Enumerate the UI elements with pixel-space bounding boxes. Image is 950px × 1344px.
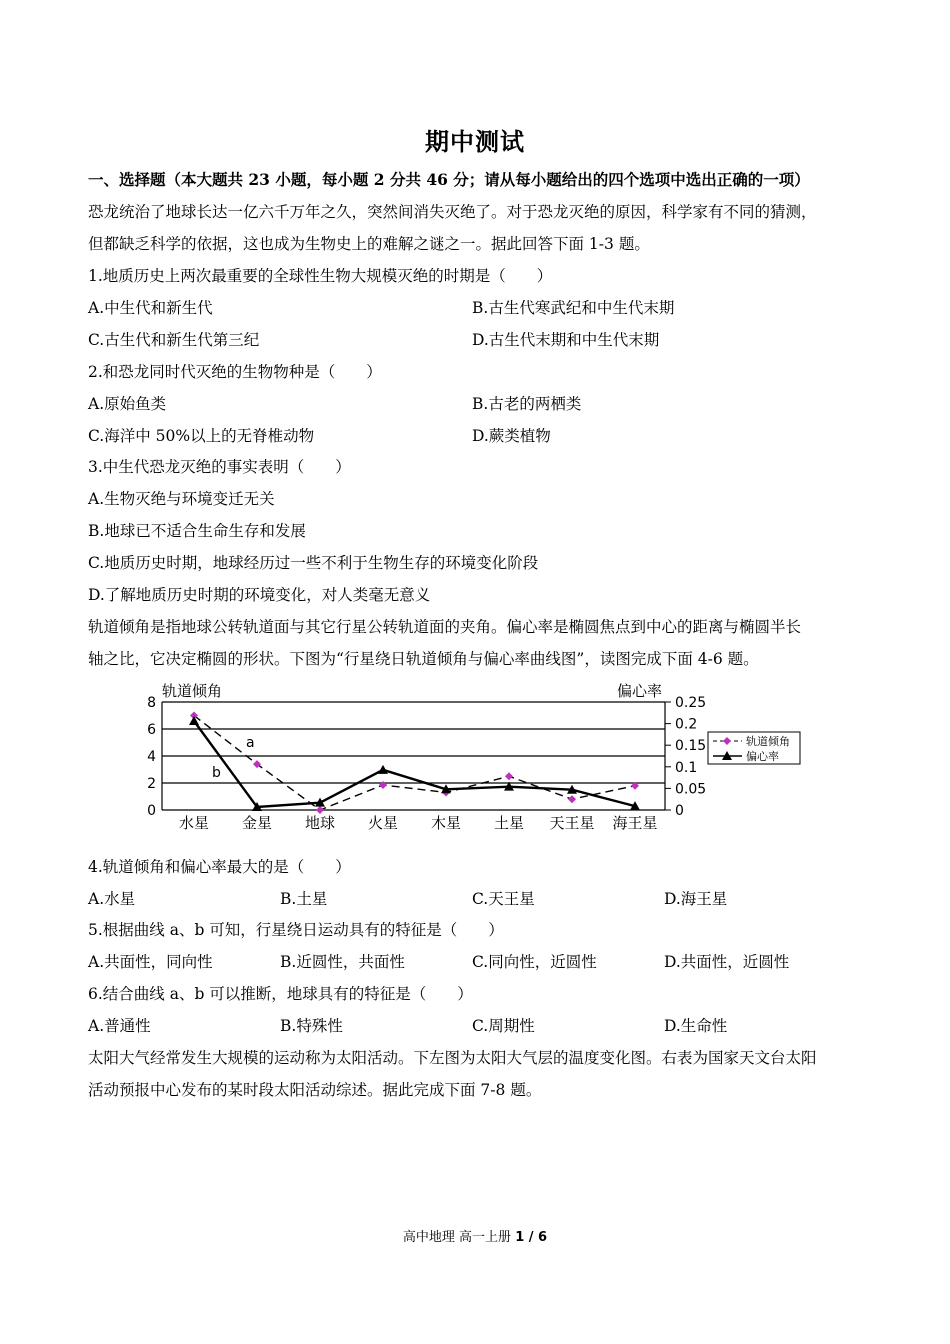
x-tick-label: 地球 — [304, 814, 336, 832]
q4-option-b: B.土星 — [280, 890, 328, 908]
q6-option-c: C.周期性 — [472, 1017, 535, 1035]
y-tick-right: 0.1 — [675, 759, 698, 776]
orbit-chart — [140, 682, 840, 842]
q1-option-c: C.古生代和新生代第三纪 — [88, 331, 260, 349]
x-tick-label: 金星 — [241, 814, 273, 832]
passage-3-line-1: 太阳大气经常发生大规模的运动称为太阳活动。下左图为太阳大气层的温度变化图。右表为国家天文台太阳 — [88, 1049, 817, 1067]
question-5: 5.根据曲线 a、b 可知，行星绕日运动具有的特征是（ ） — [88, 921, 504, 939]
page-footer — [0, 1226, 950, 1245]
footer-label: 高中地理 高一上册 — [402, 1230, 512, 1245]
data-point-inclination — [379, 781, 387, 789]
question-6: 6.结合曲线 a、b 可以推断，地球具有的特征是（ ） — [88, 985, 473, 1003]
y-tick-left: 0 — [147, 803, 156, 819]
q6-option-b: B.特殊性 — [280, 1017, 343, 1035]
page-number: 1 / 6 — [515, 1230, 548, 1245]
legend-label-a: 轨道倾角 — [746, 735, 790, 748]
q3-option-a: A.生物灭绝与环境变迁无关 — [88, 490, 275, 508]
q3-option-b: B.地球已不适合生命生存和发展 — [88, 522, 306, 540]
passage-2-line-1: 轨道倾角是指地球公转轨道面与其它行星公转轨道面的夹角。偏心率是椭圆焦点到中心的距离与椭圆半长 — [88, 618, 802, 636]
data-point-inclination — [316, 806, 324, 814]
y-tick-left: 6 — [147, 722, 156, 738]
curve-label-b: b — [212, 765, 221, 781]
y-tick-right: 0.05 — [675, 781, 707, 798]
passage-2-line-2: 轴之比，它决定椭圆的形状。下图为“行星绕日轨道倾角与偏心率曲线图”，读图完成下面 4-6 题。 — [88, 650, 759, 668]
x-tick-label: 火星 — [367, 814, 399, 832]
x-tick-label: 水星 — [178, 814, 210, 832]
q5-option-c: C.同向性，近圆性 — [472, 953, 597, 971]
data-point-eccentricity — [378, 765, 388, 774]
question-3: 3.中生代恐龙灭绝的事实表明（ ） — [88, 458, 351, 476]
x-tick-label: 土星 — [493, 814, 525, 832]
data-point-inclination — [568, 795, 576, 803]
y-tick-left: 8 — [147, 695, 156, 711]
q5-option-b: B.近圆性，共面性 — [280, 953, 405, 971]
y-tick-left: 2 — [147, 776, 156, 792]
y-tick-right: 0.2 — [675, 716, 698, 733]
q1-option-d: D.古生代末期和中生代末期 — [472, 331, 660, 349]
section-heading: 一、选择题（本大题共 23 小题，每小题 2 分共 46 分；请从每小题给出的四个选项中选出正确的一项） — [88, 170, 810, 189]
q5-option-d: D.共面性，近圆性 — [664, 953, 790, 971]
x-tick-label: 木星 — [430, 814, 462, 832]
curve-label-a: a — [246, 735, 255, 751]
q6-option-a: A.普通性 — [88, 1017, 151, 1035]
x-tick-label: 海王星 — [612, 814, 658, 832]
q2-option-c: C.海洋中 50%以上的无脊椎动物 — [88, 427, 315, 445]
series-line-a — [194, 716, 635, 811]
q2-option-b: B.古老的两栖类 — [472, 395, 582, 413]
q2-option-a: A.原始鱼类 — [88, 395, 167, 413]
question-2: 2.和恐龙同时代灭绝的生物物种是（ ） — [88, 363, 382, 381]
q2-option-d: D.蕨类植物 — [472, 427, 551, 445]
y-tick-right: 0 — [675, 803, 684, 819]
q3-option-c: C.地质历史时期，地球经历过一些不利于生物生存的环境变化阶段 — [88, 554, 539, 572]
q1-option-a: A.中生代和新生代 — [88, 299, 213, 317]
q4-option-c: C.天王星 — [472, 890, 535, 908]
y-axis-title-left: 轨道倾角 — [162, 682, 223, 700]
y-axis-title-right: 偏心率 — [617, 682, 663, 700]
question-4: 4.轨道倾角和偏心率最大的是（ ） — [88, 858, 351, 876]
q5-option-a: A.共面性，同向性 — [88, 953, 213, 971]
q4-option-d: D.海王星 — [664, 890, 728, 908]
y-tick-left: 4 — [147, 749, 156, 765]
legend-label-b: 偏心率 — [746, 750, 779, 763]
passage-1-line-2: 但都缺乏科学的依据，这也成为生物史上的难解之谜之一。据此回答下面 1-3 题。 — [88, 235, 650, 253]
data-point-inclination — [505, 772, 513, 780]
q6-option-d: D.生命性 — [664, 1017, 728, 1035]
q1-option-b: B.古生代寒武纪和中生代末期 — [472, 299, 675, 317]
q4-option-a: A.水星 — [88, 890, 136, 908]
passage-1-line-1: 恐龙统治了地球长达一亿六千万年之久，突然间消失灭绝了。对于恐龙灭绝的原因，科学家有不同的猜测， — [88, 203, 817, 221]
passage-3-line-2: 活动预报中心发布的某时段太阳活动综述。据此完成下面 7-8 题。 — [88, 1081, 542, 1099]
y-tick-right: 0.25 — [675, 695, 707, 711]
x-tick-label: 天王星 — [549, 814, 595, 832]
page-title: 期中测试 — [425, 127, 525, 156]
q3-option-d: D.了解地质历史时期的环境变化，对人类毫无意义 — [88, 586, 431, 604]
question-1: 1.地质历史上两次最重要的全球性生物大规模灭绝的时期是（ ） — [88, 267, 553, 285]
y-tick-right: 0.15 — [675, 738, 707, 755]
